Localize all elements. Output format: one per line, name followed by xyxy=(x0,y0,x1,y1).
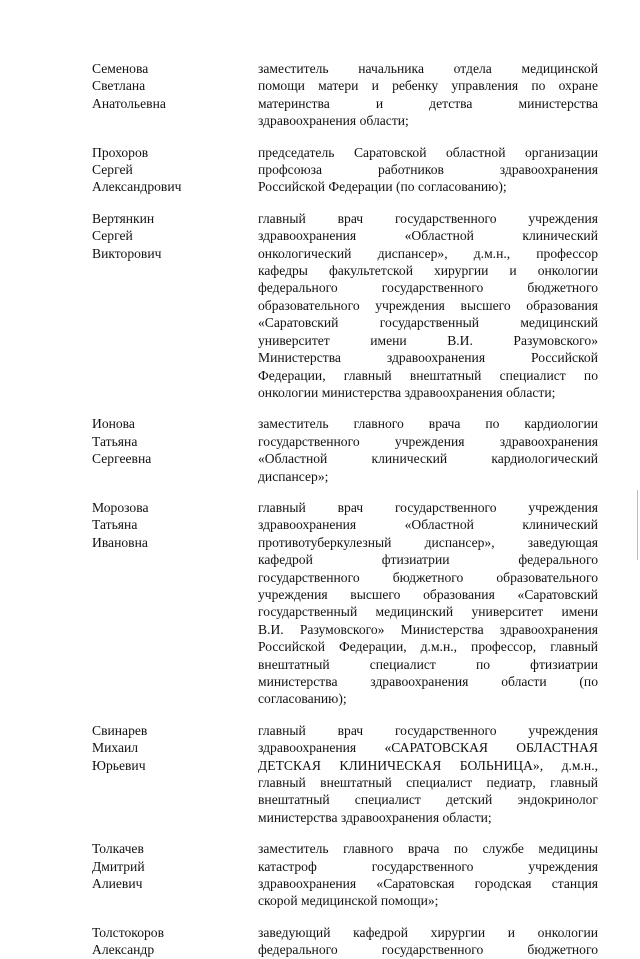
member-position xyxy=(258,499,598,708)
position-line: помощи матери и ребенку управления по охране xyxy=(258,78,598,94)
member-position xyxy=(258,60,598,130)
position-line: «Областной клинический кардиологический xyxy=(258,451,598,467)
member-entry xyxy=(0,924,640,959)
member-name-part: Ионова xyxy=(92,416,135,432)
position-line: кафедры факультетской хирургии и онкологии xyxy=(258,263,598,279)
member-name xyxy=(92,144,258,196)
member-name-part: Свинарев xyxy=(92,722,148,738)
position-line: профсоюза работников здравоохранения xyxy=(258,162,598,178)
scan-edge-mark xyxy=(637,490,638,560)
member-position xyxy=(258,210,598,401)
member-name-part: Прохоров xyxy=(92,144,149,160)
position-line: министерства здравоохранения области (по xyxy=(258,674,598,689)
position-line: здравоохранения «Областной клинический xyxy=(258,228,598,244)
member-name-part: Александр xyxy=(92,942,155,958)
member-entry xyxy=(0,722,640,826)
position-line: противотуберкулезный диспансер», заведующая xyxy=(258,534,598,550)
member-position xyxy=(258,924,598,959)
position-line: «Саратовский государственный медицинский xyxy=(258,315,598,331)
member-name xyxy=(92,60,258,112)
position-line: федерального государственного бюджетного xyxy=(258,942,598,958)
position-line: университет имени В.И. Разумовского» xyxy=(258,332,598,348)
member-name-part: Александрович xyxy=(92,179,182,195)
position-line: заместитель начальника отдела медицинской xyxy=(258,61,598,76)
position-line: государственного бюджетного образовательного xyxy=(258,569,598,585)
position-line: главный врач государственного учреждения xyxy=(258,722,598,738)
position-line: Российской Федерации (по согласованию); xyxy=(258,179,507,195)
position-line: Федерации, главный внештатный специалист по xyxy=(258,367,598,383)
member-name-part: Алиевич xyxy=(92,876,143,892)
position-line: здравоохранения области; xyxy=(258,113,409,129)
member-name-part: Дмитрий xyxy=(92,858,145,874)
member-name xyxy=(92,499,258,551)
position-line: государственного учреждения здравоохранения xyxy=(258,433,598,449)
member-position xyxy=(258,415,598,485)
position-line: онкологии министерства здравоохранения области; xyxy=(258,384,556,400)
member-entry xyxy=(0,210,640,401)
position-line: ДЕТСКАЯ КЛИНИЧЕСКАЯ БОЛЬНИЦА», д.м.н., xyxy=(258,757,598,773)
position-line: здравоохранения «Областной клинический xyxy=(258,517,598,533)
position-line: здравоохранения «Саратовская городская станция xyxy=(258,876,598,892)
position-line: Российской Федерации, д.м.н., профессор, главный xyxy=(258,639,598,655)
member-position xyxy=(258,144,598,196)
position-line: главный врач государственного учреждения xyxy=(258,499,598,515)
position-line: государственный медицинский университет имени xyxy=(258,604,598,620)
position-line: главный врач государственного учреждения xyxy=(258,210,598,226)
member-name-part: Викторович xyxy=(92,245,162,261)
member-position xyxy=(258,722,598,826)
position-line: В.И. Разумовского» Министерства здравоохранения xyxy=(258,621,598,637)
member-entry xyxy=(0,499,640,708)
member-name-part: Ивановна xyxy=(92,534,148,550)
position-line: заместитель главного врача по кардиологии xyxy=(258,416,598,432)
position-line: материнства и детства министерства xyxy=(258,95,598,111)
member-name xyxy=(92,840,258,892)
position-line: Министерства здравоохранения Российской xyxy=(258,350,598,366)
member-name-part: Морозова xyxy=(92,499,149,515)
position-line: онкологический диспансер», д.м.н., профессор xyxy=(258,245,598,261)
member-name-part: Михаил xyxy=(92,740,139,756)
position-line: заведующий кафедрой хирургии и онкологии xyxy=(258,924,598,940)
position-line: внештатный специалист по фтизиатрии xyxy=(258,656,598,672)
member-name xyxy=(92,415,258,467)
member-position xyxy=(258,840,598,910)
member-name-part: Анатольевна xyxy=(92,95,166,111)
position-line: учреждения высшего образования «Саратовский xyxy=(258,586,598,602)
member-name-part: Толкачев xyxy=(92,841,144,857)
member-name-part: Толстокоров xyxy=(92,924,164,940)
member-name-part: Татьяна xyxy=(92,433,138,449)
position-line: здравоохранения «САРАТОВСКАЯ ОБЛАСТНАЯ xyxy=(258,740,598,756)
member-name-part: Юрьевич xyxy=(92,757,146,773)
member-name xyxy=(92,210,258,262)
member-name-part: Сергей xyxy=(92,162,133,178)
position-line: федерального государственного бюджетного xyxy=(258,280,598,296)
member-name-part: Семенова xyxy=(92,61,149,76)
position-line: внештатный специалист детский эндокринолог xyxy=(258,792,598,808)
member-entry xyxy=(0,415,640,485)
member-name-part: Светлана xyxy=(92,78,146,94)
member-name-part: Сергеевна xyxy=(92,451,152,467)
member-name-part: Татьяна xyxy=(92,517,138,533)
member-name-part: Вертянкин xyxy=(92,210,155,226)
member-entry xyxy=(0,144,640,196)
position-line: образовательного учреждения высшего образования xyxy=(258,297,598,313)
member-name xyxy=(92,924,258,959)
position-line: катастроф государственного учреждения xyxy=(258,858,598,874)
position-line: министерства здравоохранения области; xyxy=(258,809,492,825)
member-name-part: Сергей xyxy=(92,228,133,244)
position-line: скорой медицинской помощи»; xyxy=(258,893,439,909)
member-entry xyxy=(0,840,640,910)
position-line: заместитель главного врача по службе медицины xyxy=(258,841,598,857)
member-name xyxy=(92,722,258,774)
position-line: согласованию); xyxy=(258,691,347,707)
position-line: председатель Саратовской областной организации xyxy=(258,144,598,160)
position-line: диспансер»; xyxy=(258,468,329,484)
position-line: главный внештатный специалист педиатр, главный xyxy=(258,775,598,791)
member-entry xyxy=(0,60,640,130)
position-line: кафедрой фтизиатрии федерального xyxy=(258,552,598,568)
